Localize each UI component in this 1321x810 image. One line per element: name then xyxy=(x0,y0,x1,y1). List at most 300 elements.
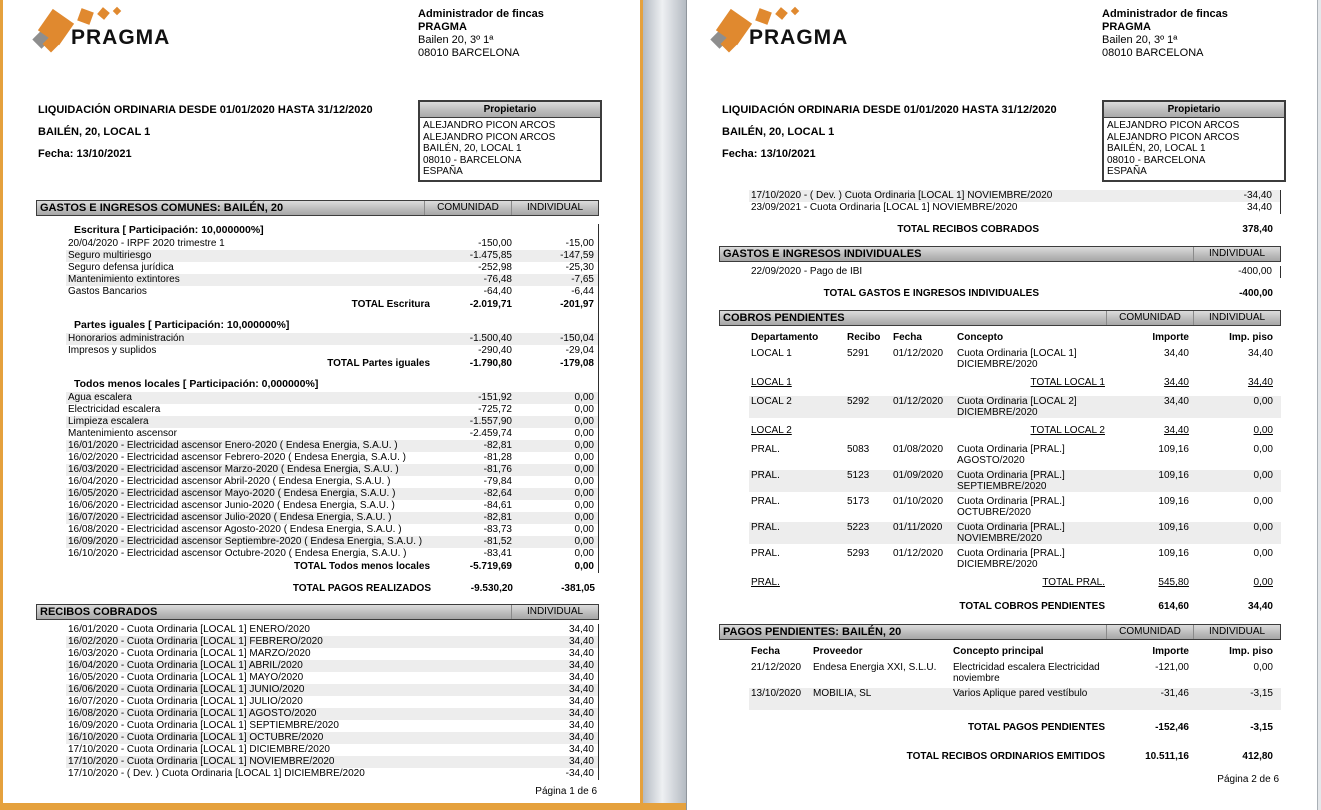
amount-individual: 34,40 xyxy=(568,624,594,635)
row-label: Gastos Bancarios xyxy=(68,286,147,297)
table-row xyxy=(66,452,598,464)
table-row xyxy=(66,286,598,298)
amount-individual: -15,00 xyxy=(565,238,594,249)
col-departamento: Departamento xyxy=(751,332,819,343)
section-total-row xyxy=(66,358,598,370)
total-pagos-pendientes xyxy=(749,722,1281,733)
table-row xyxy=(66,512,598,524)
amount-individual: 0,00 xyxy=(574,512,594,523)
concepto-line1: Electricidad escalera Electricidad xyxy=(953,662,1100,673)
table-row xyxy=(66,500,598,512)
table-row xyxy=(66,744,598,756)
subtotal-left: LOCAL 1 xyxy=(751,377,792,388)
cell-fecha: 21/12/2020 xyxy=(751,662,802,673)
amount-individual: -7,65 xyxy=(571,274,594,285)
col-fecha: Fecha xyxy=(893,332,922,343)
amount-individual: 34,40 xyxy=(568,732,594,743)
page2-content xyxy=(719,190,1281,785)
column-header-individual: INDIVIDUAL xyxy=(1193,311,1280,325)
amount-individual: 34,40 xyxy=(568,648,594,659)
amount-individual: 0,00 xyxy=(574,428,594,439)
cell-imp-piso: -3,15 xyxy=(1250,688,1273,699)
cobros-group-local2-rows xyxy=(719,396,1281,418)
cell-fecha: 13/10/2020 xyxy=(751,688,802,699)
table-title: GASTOS E INGRESOS INDIVIDUALES xyxy=(723,248,922,260)
section-total-row xyxy=(66,561,598,573)
table-row xyxy=(66,345,598,357)
propietario-box xyxy=(418,100,602,182)
row-label: 16/02/2020 - Cuota Ordinaria [LOCAL 1] FEBRERO/2020 xyxy=(68,636,323,647)
amount-individual: 0,00 xyxy=(574,392,594,403)
logo-text: PRAGMA xyxy=(71,26,171,49)
cell-departamento: PRAL. xyxy=(751,444,780,455)
section-rows xyxy=(36,333,598,357)
pagos-pendientes-header-bar xyxy=(719,624,1281,640)
cell-recibo: 5292 xyxy=(847,396,870,407)
cell-importe: -121,00 xyxy=(1155,662,1189,673)
company-name: PRAGMA xyxy=(1102,21,1151,33)
table-row xyxy=(66,548,598,560)
amount-individual: 34,40 xyxy=(568,636,594,647)
table-row xyxy=(749,444,1281,466)
cell-recibo: 5083 xyxy=(847,444,870,455)
page-number: Página 1 de 6 xyxy=(535,786,597,797)
company-street: Bailen 20, 3º 1ª xyxy=(1102,34,1178,46)
pragma-logo xyxy=(33,6,193,58)
amount-comunidad: -290,40 xyxy=(478,345,512,356)
total-label: TOTAL GASTOS E INGRESOS INDIVIDUALES xyxy=(823,288,1039,299)
amount-comunidad: -76,48 xyxy=(483,274,512,285)
concepto-line2: noviembre xyxy=(953,673,1000,684)
amount-comunidad: -81,28 xyxy=(483,452,512,463)
row-label: 22/09/2020 - Pago de IBI xyxy=(751,266,863,277)
report-page-1 xyxy=(3,0,640,803)
cell-recibo: 5173 xyxy=(847,496,870,507)
subtotal-local2 xyxy=(749,425,1281,437)
concepto-line1: Cuota Ordinaria [PRAL.] xyxy=(957,444,1065,455)
table-row xyxy=(66,392,598,404)
amount-individual: -400,00 xyxy=(1239,288,1273,299)
amount-comunidad: 10.511,16 xyxy=(1145,751,1189,762)
subtotal-label: TOTAL PRAL. xyxy=(1042,577,1105,588)
row-label: 17/10/2020 - ( Dev. ) Cuota Ordinaria [LOCAL 1] NOVIEMBRE/2020 xyxy=(751,190,1053,201)
column-header-comunidad: COMUNIDAD xyxy=(424,201,511,215)
concepto-line2: NOVIEMBRE/2020 xyxy=(957,533,1043,544)
amount-individual: 34,40 xyxy=(568,696,594,707)
amount-individual: -179,08 xyxy=(560,358,594,369)
propietario-line: 08010 - BARCELONA xyxy=(1107,154,1206,166)
cell-imp-piso: 0,00 xyxy=(1253,444,1273,455)
cell-fecha: 01/12/2020 xyxy=(893,348,944,359)
cell-departamento: PRAL. xyxy=(751,496,780,507)
table-title: COBROS PENDIENTES xyxy=(723,312,845,324)
concepto-line1: Cuota Ordinaria [PRAL.] xyxy=(957,470,1065,481)
cobros-pendientes-header-bar xyxy=(719,310,1281,326)
subtotal-label: TOTAL LOCAL 1 xyxy=(1030,377,1105,388)
column-header-individual: INDIVIDUAL xyxy=(511,201,598,215)
table-row xyxy=(66,756,598,768)
concepto-line2: SEPTIEMBRE/2020 xyxy=(957,481,1047,492)
row-label: 16/05/2020 - Cuota Ordinaria [LOCAL 1] MAYO/2020 xyxy=(68,672,304,683)
orange-frame-bottom xyxy=(0,803,686,810)
table-row xyxy=(749,522,1281,544)
table-row xyxy=(66,732,598,744)
amount-comunidad: -5.719,69 xyxy=(469,561,512,572)
gastos-individuales-rows xyxy=(719,266,1281,278)
cell-importe: 109,16 xyxy=(1158,470,1189,481)
table-row xyxy=(749,190,1280,202)
total-label: TOTAL COBROS PENDIENTES xyxy=(959,601,1105,612)
table-row xyxy=(749,688,1281,710)
amount-individual: 34,40 xyxy=(568,756,594,767)
row-label: 16/01/2020 - Cuota Ordinaria [LOCAL 1] ENERO/2020 xyxy=(68,624,310,635)
column-header-individual: INDIVIDUAL xyxy=(1193,247,1280,261)
amount-individual: -201,97 xyxy=(560,299,594,310)
total-cobros-pendientes xyxy=(749,601,1281,612)
section-total-row xyxy=(66,299,598,311)
table-row xyxy=(66,238,598,250)
row-label: Honorarios administración xyxy=(68,333,185,344)
col-fecha: Fecha xyxy=(751,646,780,657)
cell-departamento: PRAL. xyxy=(751,522,780,533)
total-label: TOTAL RECIBOS ORDINARIOS EMITIDOS xyxy=(906,751,1105,762)
amount-comunidad: -79,84 xyxy=(483,476,512,487)
amount-individual: 0,00 xyxy=(574,440,594,451)
amount-individual: 34,40 xyxy=(1246,202,1272,213)
cell-concepto xyxy=(953,688,1105,710)
amount-individual: 34,40 xyxy=(568,708,594,719)
table-row xyxy=(749,662,1281,684)
amount-individual: 0,00 xyxy=(574,452,594,463)
table-row xyxy=(66,660,598,672)
cell-concepto xyxy=(957,548,1105,570)
row-label: 16/04/2020 - Electricidad ascensor Abril-2020 ( Endesa Energia, S.A.U. ) xyxy=(68,476,391,487)
cell-importe: 34,40 xyxy=(1163,348,1189,359)
concepto-line1: Cuota Ordinaria [PRAL.] xyxy=(957,522,1065,533)
total-label: TOTAL Todos menos locales xyxy=(294,561,430,572)
row-label: 16/09/2020 - Cuota Ordinaria [LOCAL 1] SEPTIEMBRE/2020 xyxy=(68,720,339,731)
table-title: PAGOS PENDIENTES: BAILÉN, 20 xyxy=(723,626,902,638)
logo-shape-icon xyxy=(97,7,110,20)
amount-individual: -400,00 xyxy=(1238,266,1272,277)
company-street: Bailen 20, 3º 1ª xyxy=(418,34,494,46)
concepto-line2: DICIEMBRE/2020 xyxy=(957,559,1038,570)
document-title-block xyxy=(38,104,373,170)
amount-individual: -6,44 xyxy=(571,286,594,297)
total-label: TOTAL PAGOS PENDIENTES xyxy=(967,722,1105,733)
concepto-line1: Cuota Ordinaria [LOCAL 1] xyxy=(957,348,1077,359)
concepto-line1: Cuota Ordinaria [LOCAL 2] xyxy=(957,396,1077,407)
section-heading: Todos menos locales [ Participación: 0,000000%] xyxy=(74,378,319,390)
company-name: PRAGMA xyxy=(418,21,467,33)
table-row xyxy=(66,440,598,452)
document-date: Fecha: 13/10/2021 xyxy=(38,148,132,160)
amount-comunidad: 614,60 xyxy=(1158,601,1189,612)
table-row xyxy=(66,428,598,440)
col-importe: Importe xyxy=(1152,332,1189,343)
table-row xyxy=(66,708,598,720)
property-address: BAILÉN, 20, LOCAL 1 xyxy=(722,126,835,138)
cobros-group-local1-rows xyxy=(719,348,1281,370)
cell-concepto xyxy=(957,348,1105,370)
row-label: 20/04/2020 - IRPF 2020 trimestre 1 xyxy=(68,238,225,249)
amount-individual: 378,40 xyxy=(1242,224,1273,235)
table-row xyxy=(66,262,598,274)
row-label: 17/10/2020 - ( Dev. ) Cuota Ordinaria [LOCAL 1] DICIEMBRE/2020 xyxy=(68,768,365,779)
propietario-line: 08010 - BARCELONA xyxy=(423,154,522,166)
amount-individual: -147,59 xyxy=(560,250,594,261)
row-label: 16/02/2020 - Electricidad ascensor Febrero-2020 ( Endesa Energia, S.A.U. ) xyxy=(68,452,406,463)
concepto-line1: Cuota Ordinaria [PRAL.] xyxy=(957,496,1065,507)
column-header-comunidad: COMUNIDAD xyxy=(1106,311,1193,325)
row-label: Agua escalera xyxy=(68,392,132,403)
liquidation-title: LIQUIDACIÓN ORDINARIA DESDE 01/01/2020 HASTA 31/12/2020 xyxy=(722,104,1057,116)
amount-comunidad: -1.500,40 xyxy=(469,333,512,344)
document-date: Fecha: 13/10/2021 xyxy=(722,148,816,160)
table-title: GASTOS E INGRESOS COMUNES: BAILÉN, 20 xyxy=(40,202,284,214)
amount-comunidad: -9.530,20 xyxy=(470,583,513,594)
table-row xyxy=(749,266,1280,278)
propietario-header: Propietario xyxy=(420,102,600,118)
propietario-address xyxy=(1104,118,1284,180)
cell-imp-piso: 34,40 xyxy=(1247,348,1273,359)
cell-importe: 109,16 xyxy=(1158,522,1189,533)
cell-imp-piso: 0,00 xyxy=(1253,470,1273,481)
amount-individual: 34,40 xyxy=(568,744,594,755)
table-row xyxy=(749,396,1281,418)
table-row xyxy=(66,624,598,636)
amount-comunidad: -81,52 xyxy=(483,536,512,547)
amount-comunidad: -83,73 xyxy=(483,524,512,535)
amount-individual: 0,00 xyxy=(574,464,594,475)
cell-importe: 34,40 xyxy=(1163,396,1189,407)
row-label: Seguro defensa jurídica xyxy=(68,262,174,273)
cell-departamento: PRAL. xyxy=(751,470,780,481)
amount-individual: 0,00 xyxy=(574,416,594,427)
table-row xyxy=(66,250,598,262)
col-imp-piso: Imp. piso xyxy=(1229,332,1273,343)
document-title-block xyxy=(722,104,1057,170)
pagos-pendientes-rows xyxy=(719,662,1281,710)
amount-individual: 34,40 xyxy=(568,672,594,683)
amount-individual: 34,40 xyxy=(1247,601,1273,612)
row-label: Limpieza escalera xyxy=(68,416,149,427)
row-label: 16/03/2020 - Cuota Ordinaria [LOCAL 1] MARZO/2020 xyxy=(68,648,311,659)
col-concepto-principal: Concepto principal xyxy=(953,646,1044,657)
cell-concepto xyxy=(957,522,1105,544)
amount-individual: -25,30 xyxy=(565,262,594,273)
row-label: 16/09/2020 - Electricidad ascensor Septiembre-2020 ( Endesa Energia, S.A.U. ) xyxy=(68,536,423,547)
amount-comunidad: 34,40 xyxy=(1163,377,1189,388)
table-row xyxy=(66,416,598,428)
cell-fecha: 01/10/2020 xyxy=(893,496,944,507)
amount-individual: 0,00 xyxy=(574,500,594,511)
amount-individual: 0,00 xyxy=(1253,577,1273,588)
total-gastos-individuales xyxy=(719,288,1281,300)
cell-proveedor: Endesa Energia XXI, S.L.U. xyxy=(813,662,937,673)
page-number: Página 2 de 6 xyxy=(1217,774,1279,785)
cell-imp-piso: 0,00 xyxy=(1253,496,1273,507)
table-row xyxy=(66,536,598,548)
amount-comunidad: -83,41 xyxy=(483,548,512,559)
total-label: TOTAL RECIBOS COBRADOS xyxy=(897,224,1039,235)
amount-comunidad: -64,40 xyxy=(483,286,512,297)
table-row xyxy=(66,720,598,732)
company-address-block xyxy=(1102,8,1228,60)
concepto-line2: DICIEMBRE/2020 xyxy=(957,407,1038,418)
table-row xyxy=(66,476,598,488)
logo-text: PRAGMA xyxy=(749,26,849,49)
col-concepto: Concepto xyxy=(957,332,1004,343)
page1-content xyxy=(36,200,599,797)
table-row xyxy=(66,636,598,648)
cell-importe: 109,16 xyxy=(1158,444,1189,455)
table-row xyxy=(749,496,1281,518)
row-label: Impresos y suplidos xyxy=(68,345,157,356)
logo-shape-icon xyxy=(77,8,94,25)
amount-comunidad: -2.019,71 xyxy=(469,299,512,310)
cell-fecha: 01/12/2020 xyxy=(893,396,944,407)
row-label: 16/06/2020 - Electricidad ascensor Junio-2020 ( Endesa Energia, S.A.U. ) xyxy=(68,500,395,511)
row-label: Mantenimiento ascensor xyxy=(68,428,177,439)
cell-importe: 109,16 xyxy=(1158,496,1189,507)
liquidation-title: LIQUIDACIÓN ORDINARIA DESDE 01/01/2020 HASTA 31/12/2020 xyxy=(38,104,373,116)
table-row xyxy=(749,202,1280,214)
cell-recibo: 5293 xyxy=(847,548,870,559)
total-recibos-ordinarios-emitidos xyxy=(749,751,1281,762)
column-header-comunidad: COMUNIDAD xyxy=(1106,625,1193,639)
propietario-line: ALEJANDRO PICON ARCOS xyxy=(423,131,556,143)
propietario-header: Propietario xyxy=(1104,102,1284,118)
gastos-individuales-header-bar xyxy=(719,246,1281,262)
amount-individual: 0,00 xyxy=(574,476,594,487)
table-row xyxy=(749,548,1281,570)
concepto-line2: AGOSTO/2020 xyxy=(957,455,1025,466)
row-label: 16/08/2020 - Electricidad ascensor Agosto-2020 ( Endesa Energia, S.A.U. ) xyxy=(68,524,402,535)
cell-concepto xyxy=(953,662,1105,684)
amount-individual: -381,05 xyxy=(561,583,595,594)
propietario-line: ESPAÑA xyxy=(1107,166,1147,177)
company-role: Administrador de fincas xyxy=(418,8,544,20)
report-page-2 xyxy=(686,0,1318,810)
row-label: 16/04/2020 - Cuota Ordinaria [LOCAL 1] ABRIL/2020 xyxy=(68,660,303,671)
recibos-continuation-rows xyxy=(719,190,1281,214)
table-row xyxy=(66,464,598,476)
table-row xyxy=(749,348,1281,370)
table-row xyxy=(66,333,598,345)
amount-individual: 34,40 xyxy=(568,660,594,671)
amount-comunidad: -150,00 xyxy=(478,238,512,249)
row-label: 16/07/2020 - Cuota Ordinaria [LOCAL 1] JULIO/2020 xyxy=(68,696,303,707)
amount-comunidad: 545,80 xyxy=(1158,577,1189,588)
concepto-line1: Varios Aplique pared vestíbulo xyxy=(953,688,1088,699)
cell-imp-piso: 0,00 xyxy=(1253,522,1273,533)
column-header-individual: INDIVIDUAL xyxy=(1193,625,1280,639)
table-row xyxy=(66,274,598,286)
page-separator-gutter xyxy=(643,0,686,810)
cell-departamento: PRAL. xyxy=(751,548,780,559)
grand-total-pagos-realizados xyxy=(66,583,599,594)
company-role: Administrador de fincas xyxy=(1102,8,1228,20)
amount-comunidad: -82,81 xyxy=(483,440,512,451)
gastos-comunes-header-bar xyxy=(36,200,599,216)
section-heading: Escritura [ Participación: 10,000000%] xyxy=(74,224,264,236)
col-imp-piso: Imp. piso xyxy=(1229,646,1273,657)
row-label: 17/10/2020 - Cuota Ordinaria [LOCAL 1] NOVIEMBRE/2020 xyxy=(68,756,335,767)
cell-fecha: 01/09/2020 xyxy=(893,470,944,481)
cell-concepto xyxy=(957,444,1105,466)
recibos-cobrados-header-bar xyxy=(36,604,599,620)
amount-individual: -29,04 xyxy=(565,345,594,356)
row-label: 16/07/2020 - Electricidad ascensor Julio-2020 ( Endesa Energia, S.A.U. ) xyxy=(68,512,392,523)
amount-individual: -3,15 xyxy=(1250,722,1273,733)
amount-comunidad: -82,81 xyxy=(483,512,512,523)
gastos-comunes-body xyxy=(36,224,599,573)
cobros-column-headers xyxy=(749,332,1281,344)
subtotal-label: TOTAL LOCAL 2 xyxy=(1030,425,1105,436)
cell-departamento: LOCAL 1 xyxy=(751,348,792,359)
logo-shape-icon xyxy=(775,7,788,20)
company-address-block xyxy=(418,8,544,60)
table-row xyxy=(66,524,598,536)
row-label: 16/10/2020 - Cuota Ordinaria [LOCAL 1] OCTUBRE/2020 xyxy=(68,732,324,743)
cell-fecha: 01/11/2020 xyxy=(893,522,943,533)
cell-imp-piso: 0,00 xyxy=(1253,662,1273,673)
amount-comunidad: -82,64 xyxy=(483,488,512,499)
table-row xyxy=(66,684,598,696)
total-label: TOTAL Escritura xyxy=(351,299,430,310)
row-label: 16/01/2020 - Electricidad ascensor Enero-2020 ( Endesa Energia, S.A.U. ) xyxy=(68,440,398,451)
section-heading: Partes iguales [ Participación: 10,000000%] xyxy=(74,319,290,331)
row-label: 17/10/2020 - Cuota Ordinaria [LOCAL 1] DICIEMBRE/2020 xyxy=(68,744,330,755)
concepto-line1: Cuota Ordinaria [PRAL.] xyxy=(957,548,1065,559)
logo-shape-icon xyxy=(755,8,772,25)
row-label: 16/03/2020 - Electricidad ascensor Marzo-2020 ( Endesa Energia, S.A.U. ) xyxy=(68,464,399,475)
cell-recibo: 5223 xyxy=(847,522,870,533)
cell-fecha: 01/08/2020 xyxy=(893,444,944,455)
amount-individual: 0,00 xyxy=(574,548,594,559)
cell-fecha: 01/12/2020 xyxy=(893,548,944,559)
table-row xyxy=(66,768,598,780)
amount-individual: 0,00 xyxy=(574,404,594,415)
company-city: 08010 BARCELONA xyxy=(1102,47,1204,59)
cell-imp-piso: 0,00 xyxy=(1253,396,1273,407)
amount-comunidad: -151,92 xyxy=(478,392,512,403)
subtotal-local1 xyxy=(749,377,1281,389)
cell-recibo: 5291 xyxy=(847,348,870,359)
cell-recibo: 5123 xyxy=(847,470,870,481)
amount-individual: 34,40 xyxy=(568,720,594,731)
col-recibo: Recibo xyxy=(847,332,881,343)
section-rows xyxy=(36,392,598,560)
company-city: 08010 BARCELONA xyxy=(418,47,520,59)
section-rows xyxy=(36,238,598,298)
total-label: TOTAL Partes iguales xyxy=(327,358,430,369)
table-row xyxy=(66,404,598,416)
row-label: Electricidad escalera xyxy=(68,404,161,415)
propietario-line: BAILÉN, 20, LOCAL 1 xyxy=(423,143,522,154)
table-row xyxy=(66,488,598,500)
amount-comunidad: -1.475,85 xyxy=(469,250,512,261)
propietario-line: ALEJANDRO PICON ARCOS xyxy=(1107,120,1240,131)
property-address: BAILÉN, 20, LOCAL 1 xyxy=(38,126,151,138)
amount-individual: 0,00 xyxy=(574,524,594,535)
amount-comunidad: -2.459,74 xyxy=(469,428,512,439)
cell-imp-piso: 0,00 xyxy=(1253,548,1273,559)
col-importe: Importe xyxy=(1152,646,1189,657)
propietario-line: BAILÉN, 20, LOCAL 1 xyxy=(1107,143,1206,154)
row-label: 16/05/2020 - Electricidad ascensor Mayo-2020 ( Endesa Energia, S.A.U. ) xyxy=(68,488,396,499)
